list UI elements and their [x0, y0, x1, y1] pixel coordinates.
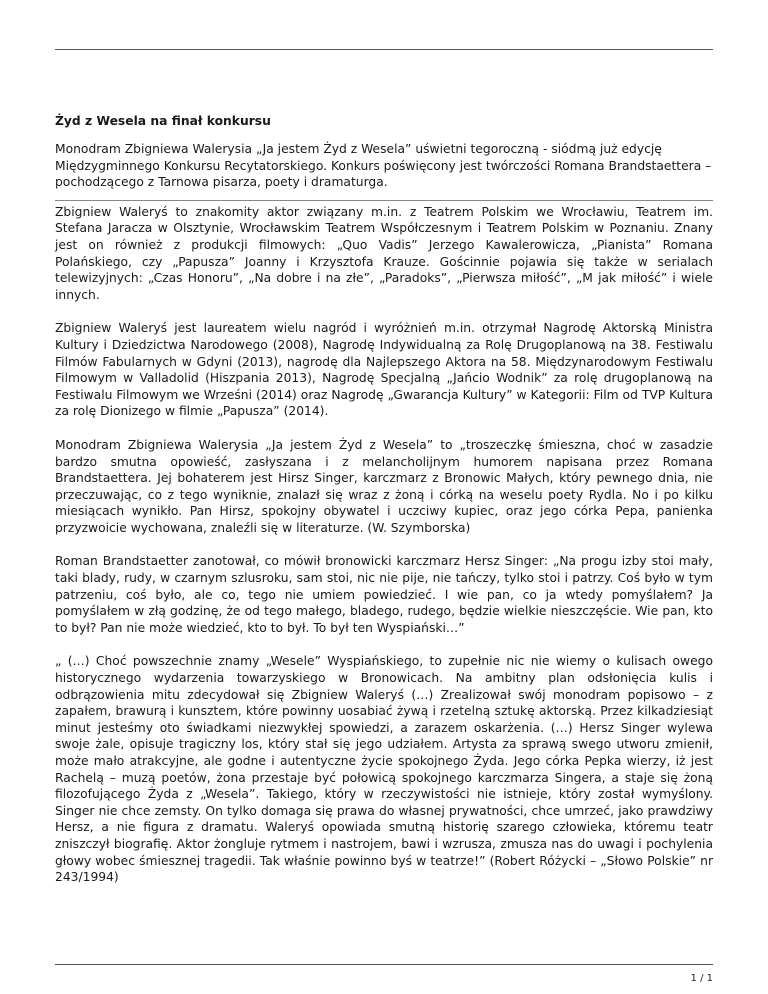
body-paragraph-biography: Zbigniew Waleryś to znakomity aktor związany m.in. z Teatrem Polskim we Wrocławiu, Teatrem im. Stefana Jaracza w Olsztynie, Wrocławskim Teatrem Współczesnym i Teatrem Polskim w Poznaniu. Znany jest on również z produkcji filmowych: „Quo Vadis” Jerzego Kawalerowicza, „Pianista” Romana Polańskiego, czy „Papusza” Joanny i Krzysztofa Krauze. Gościnnie pojawia się także w serialach telewizyjnych: „Czas Honoru”, „Na dobre i na złe”, „Paradoks”, „Pierwsza miłość”, „M jak miłość” i wiele innych.	[55, 204, 713, 302]
intro-paragraph: Monodram Zbigniewa Walerysia „Ja jestem Żyd z Wesela” uświetni tegoroczną - siódmą już edycję Międzygminnego Konkursu Recytatorskiego. Konkurs poświęcony jest twórczości Romana Brandstaettera – pochodzącego z Tarnowa pisarza, poety i dramaturga.	[55, 142, 712, 190]
page-number: 1 / 1	[690, 973, 713, 984]
footer-rule	[55, 964, 713, 965]
body-paragraph-awards: Zbigniew Waleryś jest laureatem wielu nagród i wyróżnień m.in. otrzymał Nagrodę Aktorską Ministra Kultury i Dziedzictwa Narodowego (2008), Nagrodę Indywidualną za Rolę Drugoplanową na 38. Festiwalu Filmów Fabularnych w Gdyni (2013), nagrodę dla Najlepszego Aktora na 58. Międzynarodowym Festiwalu Filmowym w Valladolid (Hiszpania 2013), Nagrodę Specjalną „Jańcio Wodnik” za rolę drugoplanową na Festiwalu Filmowym we Wrześni (2014) oraz Nagrodę „Gwarancja Kultury” w Kategorii: Film od TVP Kultura za rolę Dionizego w filmie „Papusza” (2014).	[55, 321, 713, 419]
top-rule	[55, 49, 713, 50]
body-paragraph-brandstaetter-quote: Roman Brandstaetter zanotował, co mówił bronowicki karczmarz Hersz Singer: „Na progu izby stoi mały, taki blady, rudy, w czarnym szlusroku, sam stoi, nic nie pije, nie tańczy, tylko stoi i patrzy. Coś było w tym patrzeniu, coś było, ale co, tego nie umiem powiedzieć. I wie pan, co ja wtedy pomyślałem? Ja pomyślałem w złą godzinę, że od tego małego, bladego, rudego, będzie wielkie nieszczęście. Wie pan, kto to był? Pan nie może wiedzieć, kto to był. To był ten Wyspiański…”	[55, 554, 713, 635]
article-title: Żyd z Wesela na finał konkursu	[55, 114, 271, 128]
article-body	[55, 141, 713, 886]
section-divider	[55, 200, 713, 201]
body-paragraph-review: „ (…) Choć powszechnie znamy „Wesele” Wyspiańskiego, to zupełnie nic nie wiemy o kulisach owego historycznego wydarzenia towarzyskiego w Bronowicach. Na ambitny plan odsłonięcia kulis i odbrązowienia mitu zdecydował się Zbigniew Waleryś (…) Zrealizował swój monodram popisowo – z zapałem, brawurą i kunsztem, które powinny uosabiać żywą i rzetelną sztukę aktorską. Przez kilkadziesiąt minut jesteśmy oto świadkami niezwykłej spowiedzi, a zarazem oskarżenia. (…) Hersz Singer wylewa swoje żale, opisuje tragiczny los, który stał się jego udziałem. Artysta za sprawą swego utworu zmienił, może mało atrakcyjne, ale godne i autentyczne życie spokojnego Żyda. Jego córka Pepka wierzy, iż jest Rachelą – muzą poetów, żona przestaje być połowicą spokojnego karczmarza Singera, a staje się żoną filozofującego Żyda z „Wesela”. Takiego, który w rzeczywistości nie istnieje, który został wymyślony. Singer nie chce zemsty. On tylko domaga się prawa do własnej prywatności, chce umrzeć, jako prawdziwy Hersz, a nie figura z dramatu. Waleryś opowiada smutną historię szarego człowieka, któremu teatr zniszczył biografię. Aktor żongluje rytmem i nastrojem, bawi i wzrusza, zmusza nas do uwagi i pochylenia głowy wobec śmiesznej tragedii. Tak właśnie powinno byś w teatrze!” (Robert Różycki – „Słowo Polskie” nr 243/1994)	[55, 654, 713, 885]
body-paragraph-monodram: Monodram Zbigniewa Walerysia „Ja jestem Żyd z Wesela” to „troszeczkę śmieszna, choć w zasadzie bardzo smutna opowieść, zasłyszana i z melancholijnym humorem napisana przez Romana Brandstaettera. Jej bohaterem jest Hirsz Singer, karczmarz z Bronowic Małych, który pewnego dnia, nie przeczuwając, co z tego wyniknie, znalazł się wraz z żoną i córką na weselu poety Rydla. No i po kilku miesiącach wynikło. Pan Hirsz, spokojny obywatel i uczciwy kupiec, oraz jego córka Pepa, panienka przyzwoicie wychowana, znaleźli się w literaturze. (W. Szymborska)	[55, 437, 713, 535]
